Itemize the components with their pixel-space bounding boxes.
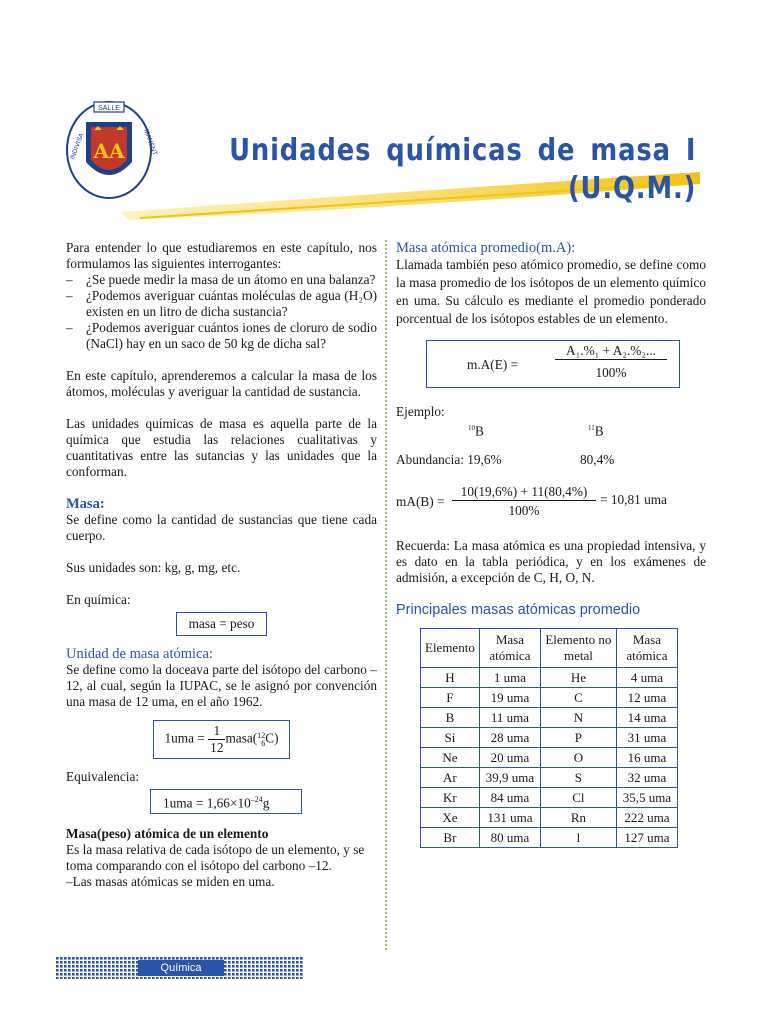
paragraph-3: Las unidades químicas de masa es aquella parte de la química que estudia las relaciones cualitativas y cuantitativas entre las sutancias y las unidades que la conforman. xyxy=(66,416,377,479)
logo-text-top: SALLE xyxy=(98,105,120,112)
question-list xyxy=(66,272,377,352)
intro-paragraph: Para entender lo que estudiaremos en este capítulo, nos formulamos las siguientes interrogantes: xyxy=(66,240,377,271)
mass-element-definition: Es la masa relativa de cada isótopo de un elemento, y se toma comparando con el isótopo del carbono –12. xyxy=(66,842,365,874)
table-row: Kr 84 uma Cl 35,5 uma xyxy=(421,788,678,808)
table-heading: Principales masas atómicas promedio xyxy=(396,602,641,618)
ma-definition: Llamada también peso atómico promedio, se define como la masa promedio de los isótopos de un elemento químico en uma. Su cálculo es mediante el promedio ponderado porcentual de los isótopos estables de un elemento. xyxy=(396,257,706,326)
ma-heading: Masa atómica promedio(m.A): xyxy=(396,240,576,256)
question-item: – ¿Se puede medir la masa de un átomo en una balanza? xyxy=(66,272,376,287)
calculation-formula: mA(B) = 10(19,6%) + 11(80,4%) 100% = 10,81 uma xyxy=(396,484,667,518)
table-row: Si 28 uma P 31 uma xyxy=(421,728,678,748)
school-crest-logo xyxy=(64,100,159,200)
page-title xyxy=(229,132,696,208)
table-row: Ne 20 uma O 16 uma xyxy=(421,748,678,768)
title-line-1: Unidades químicas de masa I xyxy=(228,133,696,168)
uma-definition: Se define como la doceava parte del isótopo del carbono –12, al cual, según la IUPAC, se le asignó por convención una masa de 12 uma, en el año 1962. xyxy=(66,662,377,709)
mass-element-note: –Las masas atómicas se miden en uma. xyxy=(66,874,275,890)
right-column xyxy=(396,240,706,848)
paragraph-2: En este capítulo, aprenderemos a calcular la masa de los átomos, moléculas y averiguar la cantidad de sustancia. xyxy=(66,368,377,399)
uma-formula-box: 1uma = $\frac{1}{12}$ masa( 12 6 C) xyxy=(153,720,289,759)
table-row: H 1 uma He 4 uma xyxy=(421,668,678,688)
column-divider xyxy=(385,240,387,950)
logo-monogram: AA xyxy=(93,139,125,163)
logo-text-left: INDIVISA xyxy=(69,132,86,161)
mass-element-heading: Masa(peso) atómica de un elemento xyxy=(66,826,269,842)
isotope-row: $^{10}$B $^{11}$B xyxy=(468,423,604,439)
example-label: Ejemplo: xyxy=(396,404,445,419)
title-line-2: (U.Q.M.) xyxy=(567,171,696,206)
equivalence-formula-box: $1uma = 1,66\times 10^{-24}g$ xyxy=(150,789,302,814)
table-row: F 19 uma C 12 uma xyxy=(421,688,678,708)
footer xyxy=(56,957,304,983)
abundance-row: Abundancia: 19,6% 80,4% xyxy=(396,452,615,467)
masa-definition: Se define como la cantidad de sustancias que tiene cada cuerpo. xyxy=(66,512,377,543)
header xyxy=(0,0,768,220)
table-row: Xe 131 uma Rn 222 uma xyxy=(421,808,678,828)
table-row: B 11 uma N 14 uma xyxy=(421,708,678,728)
recuerda-note: Recuerda: La masa atómica es una propiedad intensiva, y es dato en la tabla periódica, y en los exámenes de admisión, a excepción de C, H, O, N. xyxy=(396,538,706,585)
question-item: – ¿Podemos averiguar cuántos iones de cloruro de sodio (NaCl) hay en un saco de 50 kg de dicha sal? xyxy=(66,320,377,351)
table-header-row: Elemento Masa atómica Elemento no metal Masa atómica xyxy=(421,629,678,668)
atomic-masses-table xyxy=(420,628,678,848)
question-item: – ¿Podemos averiguar cuántas moléculas de agua (H₂O) existen en un litro de dicha sustancia? xyxy=(66,288,377,319)
uma-heading: Unidad de masa atómica: xyxy=(66,646,213,662)
footer-subject-label: Química xyxy=(138,960,224,976)
masa-peso-box: masa = peso xyxy=(176,612,268,636)
masa-heading: Masa: xyxy=(66,496,105,512)
en-quimica-label: En química: xyxy=(66,592,131,607)
logo-text-right: MANENT xyxy=(142,128,159,157)
table-row: Br 80 uma l 127 uma xyxy=(421,828,678,848)
units-line: Sus unidades son: kg, g, mg, etc. xyxy=(66,560,241,575)
left-column xyxy=(66,240,377,890)
ma-formula-box: m.A(E) = A₁.%₁ + A₂.%₂... 100% xyxy=(426,340,680,388)
table-row: Ar 39,9 uma S 32 uma xyxy=(421,768,678,788)
equivalence-label: Equivalencia: xyxy=(66,769,140,784)
